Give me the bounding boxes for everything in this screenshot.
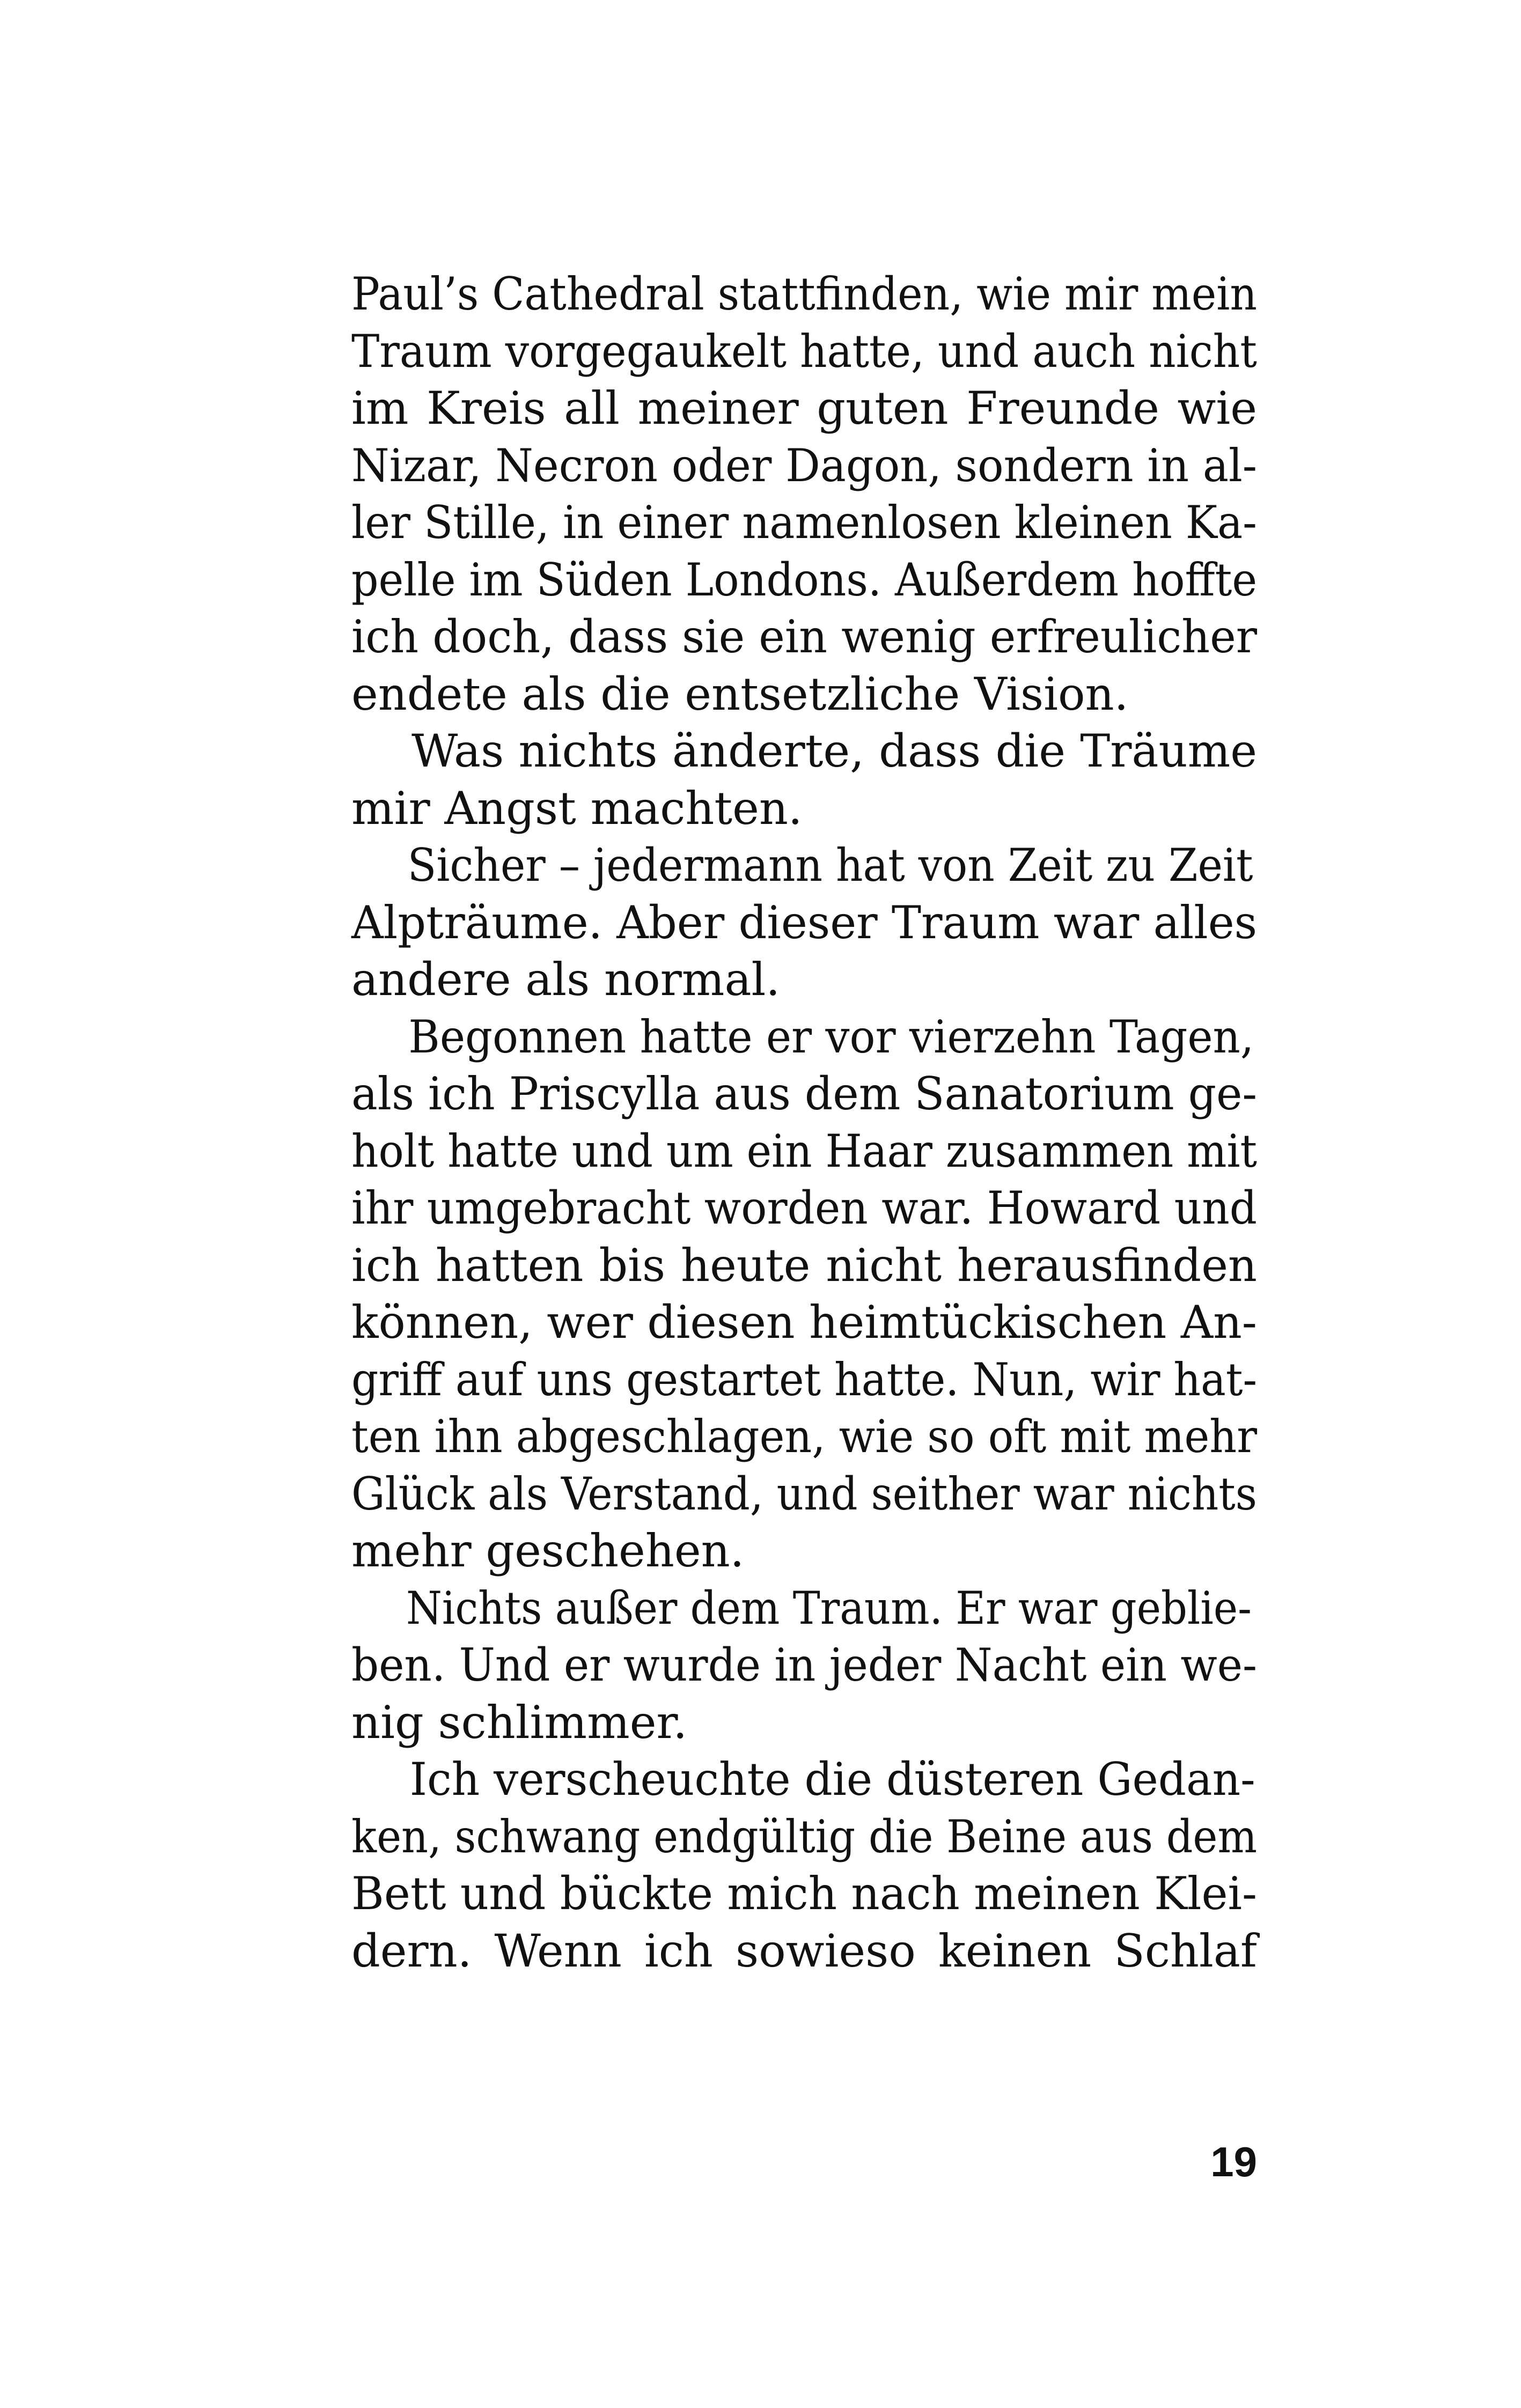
text-line: Traum vorgegaukelt hatte, und auch nicht xyxy=(351,325,1257,378)
text-line: holt hatte und um ein Haar zusammen mit xyxy=(351,1124,1258,1177)
text-line: Ich verscheuchte die düsteren Gedan- xyxy=(409,1753,1255,1806)
text-line: endete als die entsetzliche Vision. xyxy=(351,667,1129,720)
text-line: Bett und bückte mich nach meinen Klei- xyxy=(351,1867,1257,1920)
text-line: Glück als Verstand, und seither war nichts xyxy=(351,1467,1257,1520)
text-line: mehr geschehen. xyxy=(351,1525,745,1577)
page-number: 19 xyxy=(1210,2138,1257,2185)
text-line: pelle im Süden Londons. Außerdem hoffte xyxy=(351,553,1258,606)
text-line: Sicher – jedermann hat von Zeit zu Zeit xyxy=(407,839,1253,892)
text-line: ken, schwang endgültig die Beine aus dem xyxy=(351,1810,1258,1863)
text-line: Alpträume. Aber dieser Traum war alles xyxy=(351,896,1258,949)
text-line: im Kreis all meiner guten Freunde wie xyxy=(351,382,1257,435)
text-line: als ich Priscylla aus dem Sanatorium ge- xyxy=(351,1067,1258,1120)
text-line: griff auf uns gestartet hatte. Nun, wir hat- xyxy=(351,1353,1258,1406)
text-line: ich doch, dass sie ein wenig erfreulicher xyxy=(351,610,1257,663)
text-line: mir Angst machten. xyxy=(351,782,803,835)
text-line: ben. Und er wurde in jeder Nacht ein we- xyxy=(351,1639,1258,1691)
text-line: nig schlimmer. xyxy=(351,1696,688,1749)
text-line: Nizar, Necron oder Dagon, sondern in al- xyxy=(351,439,1258,492)
text-line: dern. Wenn ich sowieso keinen Schlaf xyxy=(351,1924,1257,1977)
text-line: ler Stille, in einer namenlosen kleinen Ka- xyxy=(351,496,1257,549)
body-text xyxy=(351,266,1257,1979)
text-line: andere als normal. xyxy=(351,953,781,1006)
text-line: Begonnen hatte er vor vierzehn Tagen, xyxy=(408,1010,1254,1063)
text-line: ten ihn abgeschlagen, wie so oft mit mehr xyxy=(351,1410,1257,1463)
text-line: ihr umgebracht worden war. Howard und xyxy=(351,1182,1257,1234)
text-line: Paul’s Cathedral stattfinden, wie mir mein xyxy=(351,268,1258,320)
text-line: Nichts außer dem Traum. Er war geblie- xyxy=(406,1581,1252,1634)
text-line: ich hatten bis heute nicht herausfinden xyxy=(351,1239,1258,1292)
text-line: Was nichts änderte, dass die Träume xyxy=(412,725,1257,777)
text-line: können, wer diesen heimtückischen An- xyxy=(351,1296,1257,1349)
